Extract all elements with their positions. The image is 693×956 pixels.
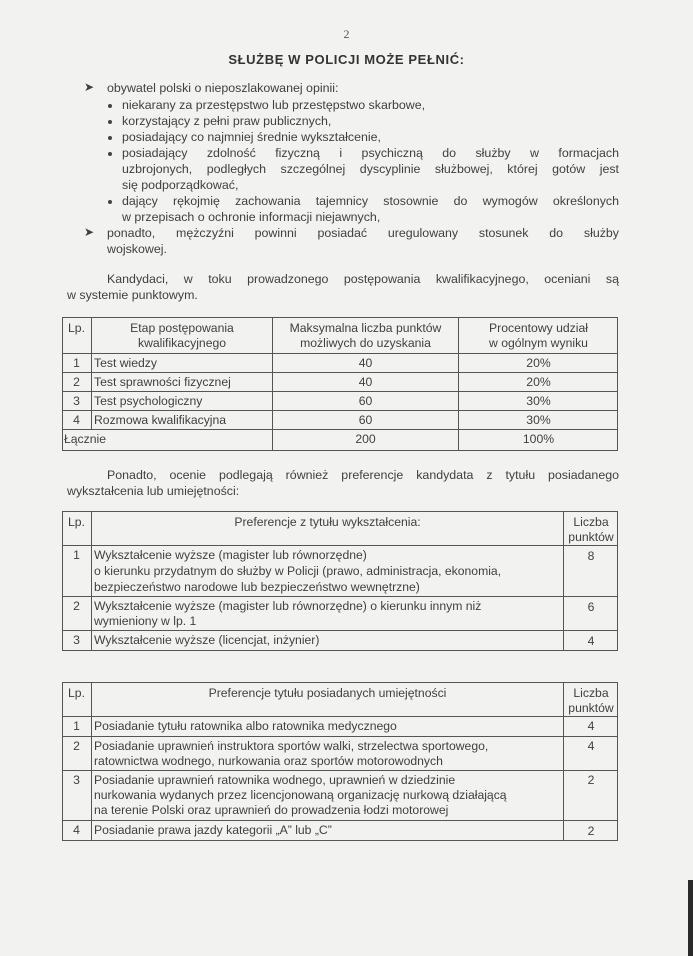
row-lp: 3 [73,773,80,787]
row-preference: Wykształcenie wyższe (magister lub równorzędne) o kierunku innym niż [94,599,482,613]
requirement-item: posiadający co najmniej średnie wykształcenie, [122,130,381,144]
requirement-item: niekarany za przestępstwo lub przestępstwo skarbowe, [122,98,426,112]
row-skill-cont: nurkowania wydanych przez licencjonowaną organizację nurkową działającą [94,788,507,802]
header-points: Liczba [573,686,609,700]
row-lp: 3 [73,633,80,647]
total-max: 200 [355,432,376,446]
row-lp: 4 [73,823,80,837]
paragraph-preferences: Ponadto, ocenie podlegają również preferencje kandydata z tytułu posiadanego [107,468,619,482]
row-pct: 30% [526,413,551,427]
row-preference: Wykształcenie wyższe (licencjat, inżynier) [94,633,320,647]
header-stage: Etap postępowania [130,321,234,335]
header-max-points-cont: możliwych do uzyskania [300,336,431,350]
bullet-icon [108,120,112,124]
row-skill: Posiadanie prawa jazdy kategorii „A” lub „C” [94,823,332,837]
requirement-military: ponadto, mężczyźni powinni posiadać uregulowany stosunek do służby [107,226,619,240]
row-skill-cont: ratownictwa wodnego, nurkowania oraz sportów motorowodnych [94,754,443,768]
scan-edge-shadow [688,880,693,956]
row-points: 6 [587,600,595,614]
row-stage: Test wiedzy [94,356,157,370]
requirement-item: posiadający zdolność fizyczną i psychiczną do służby w formacjach [122,146,619,160]
row-max: 60 [358,413,373,427]
row-stage: Test sprawności fizycznej [94,375,231,389]
header-lp: Lp. [68,686,85,700]
row-lp: 3 [73,394,80,408]
header-percentage-cont: w ogólnym wyniku [489,336,588,350]
bullet-icon [108,104,112,108]
requirement-citizen: obywatel polski o nieposzlakowanej opinii: [107,81,339,95]
header-max-points: Maksymalna liczba punktów [289,321,442,335]
requirement-item: korzystający z pełni praw publicznych, [122,114,332,128]
row-points: 4 [587,719,595,733]
total-label: Łącznie [64,432,107,446]
row-preference: Wykształcenie wyższe (magister lub równorzędne) [94,548,367,562]
header-points-cont: punktów [568,530,614,544]
header-percentage: Procentowy udział [489,321,588,335]
requirement-military-cont: wojskowej. [107,242,167,256]
row-points: 4 [587,634,595,648]
paragraph-preferences-cont: wykształcenia lub umiejętności: [67,484,240,498]
requirement-item-cont: uzbrojonych, podległych szczególnej dyscyplinie służbowej, której gotów jest [122,162,619,176]
row-lp: 4 [73,413,80,427]
row-pct: 20% [526,356,551,370]
row-pct: 30% [526,394,551,408]
row-lp: 2 [73,739,80,753]
arrow-icon: ➤ [84,225,95,239]
row-preference-cont: bezpieczeństwo narodowe lub bezpieczeństwo wewnętrzne) [94,580,420,594]
row-lp: 2 [73,375,80,389]
total-pct: 100% [522,432,555,446]
row-preference-cont: wymieniony w lp. 1 [94,614,197,628]
row-max: 40 [358,375,373,389]
row-skill: Posiadanie uprawnień instruktora sportów walki, strzelectwa sportowego, [94,739,489,753]
row-pct: 20% [526,375,551,389]
header-points-cont: punktów [568,701,614,715]
page-number: 2 [343,27,350,41]
bullet-icon [108,152,112,156]
header-points: Liczba [573,515,609,529]
arrow-icon: ➤ [84,80,95,94]
row-stage: Test psychologiczny [94,394,203,408]
row-stage: Rozmowa kwalifikacyjna [94,413,227,427]
row-skill-cont: na terenie Polski oraz uprawnień do prowadzenia łodzi motorowej [94,803,449,817]
requirement-item-cont: się podporządkować, [122,178,239,192]
paragraph-scoring: Kandydaci, w toku prowadzonego postępowania kwalifikacyjnego, oceniani są [107,272,619,286]
row-points: 8 [587,549,595,563]
bullet-icon [108,136,112,140]
row-max: 40 [358,356,373,370]
row-skill: Posiadanie uprawnień ratownika wodnego, uprawnień w dziedzinie [94,773,456,787]
bullet-icon [108,200,112,204]
header-stage-cont: kwalifikacyjnego [137,336,227,350]
row-lp: 1 [73,356,80,370]
page-title: SŁUŻBĘ W POLICJI MOŻE PEŁNIĆ: [228,52,465,67]
row-points: 4 [587,739,595,753]
requirement-item: dający rękojmię zachowania tajemnicy stosownie do wymogów określonych [122,194,619,208]
header-skills: Preferencje tytułu posiadanych umiejętności [208,686,447,700]
header-education: Preferencje z tytułu wykształcenia: [234,515,421,529]
row-lp: 1 [73,548,80,562]
row-max: 60 [358,394,373,408]
row-lp: 1 [73,719,80,733]
row-points: 2 [587,773,595,787]
header-lp: Lp. [68,515,85,529]
row-skill: Posiadanie tytułu ratownika albo ratownika medycznego [94,719,397,733]
row-points: 2 [587,824,595,838]
requirement-item-cont: w przepisach o ochronie informacji niejawnych, [122,210,381,224]
row-preference-cont: o kierunku przydatnym do służby w Policji (prawo, administracja, ekonomia, [94,564,502,578]
header-lp: Lp. [68,321,85,335]
row-lp: 2 [73,599,80,613]
paragraph-scoring-cont: w systemie punktowym. [67,288,198,302]
